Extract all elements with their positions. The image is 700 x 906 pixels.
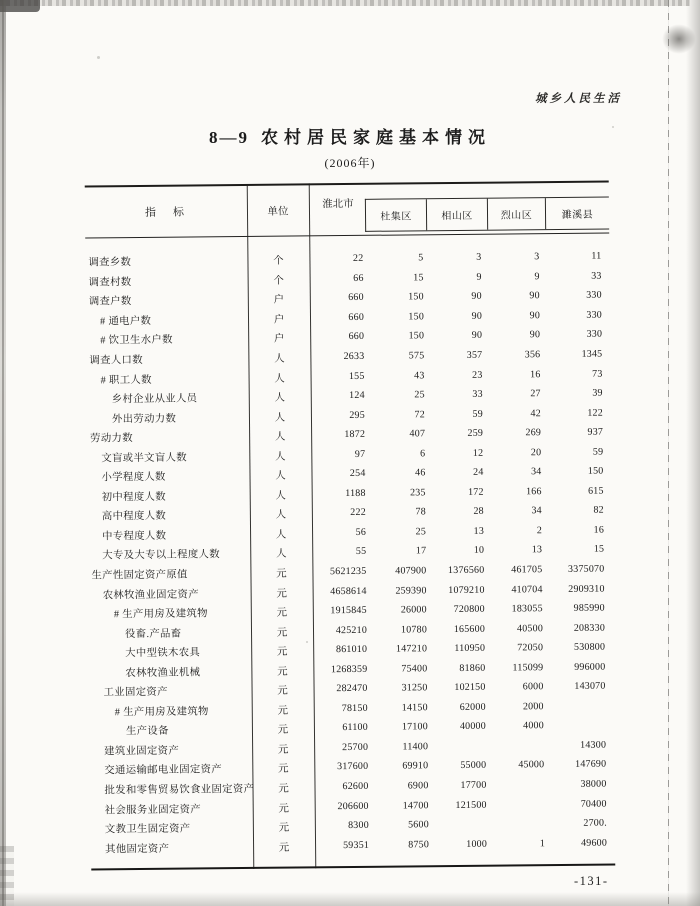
value-xiangshanqu: 110950 <box>454 642 486 655</box>
row-indicator-label: 初中程度人数 <box>101 491 166 504</box>
chapter-header: 城乡人民生活 <box>535 93 622 105</box>
row-indicator-label: 其他固定资产 <box>105 843 170 856</box>
value-lieshanqu: 1 <box>539 837 546 849</box>
value-dujiqu: 14150 <box>401 702 428 714</box>
value-xiangshanqu: 24 <box>473 466 484 479</box>
value-dujiqu: 8750 <box>408 838 430 851</box>
value-dujiqu: 10780 <box>400 623 428 636</box>
value-lieshanqu: 9 <box>534 270 540 283</box>
scan-corner-mark <box>0 0 40 12</box>
value-huaibei-city: 660 <box>348 311 365 323</box>
value-dujiqu: 150 <box>408 311 425 323</box>
value-dujiqu: 17100 <box>401 721 428 733</box>
value-dujiqu: 6900 <box>407 780 429 792</box>
value-dujiqu: 147210 <box>395 643 428 655</box>
value-lieshanqu: 20 <box>530 446 542 458</box>
value-xiangshanqu: 3 <box>476 251 482 264</box>
table-number: 8—9 <box>209 128 249 147</box>
value-huaibei-city: 124 <box>349 389 365 402</box>
value-dujiqu: 17 <box>415 545 427 557</box>
value-xiangshanqu: 33 <box>472 388 483 400</box>
value-suixixian: 530800 <box>573 641 606 654</box>
value-xiangshanqu: 172 <box>468 486 484 498</box>
header-unit: 单位 <box>267 206 289 218</box>
value-huaibei-city: 222 <box>350 507 366 519</box>
table-header <box>85 181 609 239</box>
value-dujiqu: 75400 <box>401 663 428 675</box>
value-lieshanqu: 40500 <box>516 622 544 635</box>
value-dujiqu: 26000 <box>400 604 427 616</box>
value-huaibei-city: 1268359 <box>330 663 368 675</box>
value-suixixian: 330 <box>586 309 603 321</box>
row-unit: 元 <box>278 822 290 834</box>
value-dujiqu: 259390 <box>395 584 427 597</box>
value-dujiqu: 5 <box>418 252 424 264</box>
value-suixixian <box>546 706 614 707</box>
value-xiangshanqu: 1000 <box>466 838 488 850</box>
row-unit: 户 <box>273 294 285 307</box>
value-xiangshanqu: 13 <box>473 525 485 537</box>
row-unit: 人 <box>276 549 287 561</box>
row-indicator-label: 社会服务业固定资产 <box>104 804 201 816</box>
row-indicator-label: # 生产用房及建筑物 <box>113 608 208 621</box>
value-lieshanqu: 410704 <box>511 583 543 596</box>
value-huaibei-city: 1872 <box>344 429 366 441</box>
row-indicator-label: 批发和零售贸易饮食业固定资产 <box>104 783 255 797</box>
scan-binding-line <box>668 0 669 906</box>
value-xiangshanqu: 23 <box>472 369 483 381</box>
scan-speck <box>97 56 100 59</box>
value-huaibei-city: 55 <box>355 546 367 558</box>
row-unit: 元 <box>276 607 288 619</box>
value-dujiqu: 150 <box>408 291 424 303</box>
value-lieshanqu <box>490 804 547 805</box>
value-lieshanqu: 90 <box>529 310 541 322</box>
value-xiangshanqu: 17700 <box>460 779 487 791</box>
row-unit: 人 <box>274 373 285 385</box>
row-unit: 元 <box>278 803 289 815</box>
row-unit: 元 <box>277 724 289 737</box>
value-lieshanqu: 34 <box>531 466 542 478</box>
value-suixixian: 49600 <box>581 837 608 849</box>
value-lieshanqu: 3 <box>534 251 540 263</box>
row-unit: 人 <box>274 353 285 365</box>
row-indicator-label: 调查乡数 <box>88 257 132 269</box>
value-dujiqu: 150 <box>408 330 425 342</box>
value-xiangshanqu: 28 <box>473 506 484 518</box>
header-district-suixixian: 濉溪县 <box>545 198 609 230</box>
value-xiangshanqu: 1079210 <box>448 584 485 596</box>
value-xiangshanqu: 12 <box>472 447 484 459</box>
row-unit: 元 <box>278 783 289 795</box>
value-dujiqu: 72 <box>414 408 425 421</box>
title-block <box>88 123 612 171</box>
value-suixixian: 2909310 <box>568 583 605 595</box>
value-lieshanqu <box>490 824 547 825</box>
value-dujiqu: 25 <box>414 389 425 401</box>
value-suixixian: 15 <box>593 544 605 556</box>
row-unit: 元 <box>277 705 289 717</box>
value-xiangshanqu: 62000 <box>459 701 486 713</box>
value-lieshanqu: 6000 <box>522 681 544 693</box>
value-lieshanqu: 183055 <box>511 603 543 615</box>
row-unit: 人 <box>274 412 286 424</box>
row-unit: 元 <box>277 666 288 678</box>
row-indicator-label: # 饮卫生水户数 <box>100 335 173 347</box>
row-unit: 元 <box>276 627 288 639</box>
value-xiangshanqu: 259 <box>467 427 484 440</box>
row-indicator-label: 文教卫生固定资产 <box>104 823 191 836</box>
value-dujiqu: 15 <box>413 272 424 284</box>
row-indicator-label: 役畜.产品畜 <box>124 628 182 640</box>
value-lieshanqu: 34 <box>531 505 542 517</box>
value-lieshanqu: 115099 <box>512 661 544 674</box>
title-year: (2006年) <box>324 156 376 170</box>
value-xiangshanqu: 10 <box>473 545 485 557</box>
value-lieshanqu: 90 <box>529 290 540 302</box>
value-huaibei-city: 2633 <box>343 350 365 363</box>
value-suixixian: 143070 <box>574 680 606 693</box>
value-xiangshanqu: 90 <box>471 330 483 342</box>
value-suixixian: 82 <box>593 504 604 517</box>
page-title <box>88 123 612 148</box>
value-xiangshanqu: 9 <box>476 271 482 283</box>
scan-ink-blotch <box>662 24 696 54</box>
row-indicator-label: # 通电户数 <box>99 315 152 328</box>
value-suixixian: 11 <box>591 250 602 262</box>
row-unit: 人 <box>274 392 286 404</box>
value-suixixian <box>546 725 614 726</box>
row-unit: 人 <box>275 490 286 502</box>
row-indicator-label: 大专及大专以上程度人数 <box>102 549 220 562</box>
value-lieshanqu <box>489 746 546 747</box>
header-district-lieshanqu: 烈山区 <box>487 198 545 230</box>
row-unit: 元 <box>276 646 288 658</box>
value-xiangshanqu: 55000 <box>460 760 487 772</box>
row-unit: 个 <box>273 275 284 287</box>
row-indicator-label: 大中型铁木农具 <box>125 647 201 660</box>
value-suixixian: 937 <box>587 426 604 438</box>
value-suixixian: 2700. <box>583 817 607 829</box>
header-district-dujiqu: 杜集区 <box>380 211 412 223</box>
value-huaibei-city: 282470 <box>336 683 368 695</box>
value-dujiqu: 69910 <box>402 760 429 772</box>
value-huaibei-city: 62600 <box>342 780 369 793</box>
value-huaibei-city: 25700 <box>342 741 369 754</box>
row-indicator-label: 调查户数 <box>88 296 132 308</box>
value-xiangshanqu: 357 <box>466 349 483 361</box>
value-suixixian: 59 <box>592 446 604 458</box>
value-huaibei-city: 295 <box>349 409 365 421</box>
value-dujiqu: 5600 <box>408 819 429 831</box>
value-xiangshanqu: 59 <box>472 408 483 420</box>
value-huaibei-city: 317600 <box>337 761 369 773</box>
value-dujiqu: 575 <box>408 350 425 362</box>
value-xiangshanqu <box>430 746 489 747</box>
value-xiangshanqu: 121500 <box>455 799 487 811</box>
value-suixixian: 208330 <box>573 622 606 634</box>
row-indicator-label: 生产设备 <box>125 726 169 738</box>
row-unit: 户 <box>273 314 285 326</box>
page-number: -131- <box>574 874 609 888</box>
value-lieshanqu: 16 <box>530 368 541 380</box>
value-dujiqu: 31250 <box>401 682 428 694</box>
row-indicator-label: # 职工人数 <box>100 374 152 386</box>
header-indicator: 指 标 <box>144 206 188 219</box>
value-xiangshanqu: 81860 <box>459 662 486 674</box>
value-dujiqu: 46 <box>415 467 426 479</box>
value-xiangshanqu: 1376560 <box>447 564 485 577</box>
value-suixixian: 39 <box>592 387 603 399</box>
value-huaibei-city: 56 <box>355 526 367 538</box>
value-huaibei-city: 660 <box>348 292 364 304</box>
value-huaibei-city: 861010 <box>335 644 368 656</box>
row-unit: 人 <box>275 451 286 463</box>
row-indicator-label: 中专程度人数 <box>102 530 167 543</box>
value-lieshanqu: 356 <box>524 349 541 361</box>
value-lieshanqu: 2000 <box>522 700 544 713</box>
row-indicator-label: 生产性固定资产原值 <box>91 569 188 582</box>
row-indicator-label: 调查人口数 <box>89 354 143 367</box>
value-huaibei-city: 5621235 <box>329 565 367 578</box>
value-dujiqu: 14700 <box>402 799 429 812</box>
value-lieshanqu: 13 <box>531 544 543 556</box>
row-unit: 人 <box>274 431 286 443</box>
value-suixixian: 150 <box>587 465 604 477</box>
value-lieshanqu: 166 <box>526 485 542 498</box>
table-body <box>85 230 615 870</box>
row-unit: 元 <box>278 842 290 854</box>
value-lieshanqu: 461705 <box>511 564 543 576</box>
scan-edge-top <box>0 0 690 6</box>
row-indicator-label: 工业固定资产 <box>103 687 168 699</box>
value-huaibei-city: 155 <box>348 370 365 382</box>
value-dujiqu: 235 <box>410 487 426 499</box>
value-dujiqu: 43 <box>414 369 425 381</box>
row-indicator-label: 劳动力数 <box>90 433 133 445</box>
value-dujiqu: 407 <box>409 428 426 440</box>
value-huaibei-city: 425210 <box>335 624 368 636</box>
value-xiangshanqu: 90 <box>471 310 483 322</box>
row-indicator-label: 乡村企业从业人员 <box>111 393 198 406</box>
table-title-text: 农村居民家庭基本情况 <box>261 128 491 147</box>
value-lieshanqu: 27 <box>530 388 541 400</box>
row-indicator-label: 外出劳动力数 <box>111 413 177 425</box>
value-suixixian: 985990 <box>573 602 605 614</box>
value-huaibei-city: 1915845 <box>330 604 367 617</box>
value-suixixian: 330 <box>586 329 603 341</box>
row-indicator-label: 建筑业固定资产 <box>104 745 180 758</box>
value-suixixian: 330 <box>586 289 602 302</box>
header-district-box <box>365 197 609 232</box>
row-unit: 个 <box>273 255 284 267</box>
value-suixixian: 14300 <box>580 739 607 751</box>
value-huaibei-city: 59351 <box>343 839 370 851</box>
value-suixixian: 122 <box>587 407 603 419</box>
value-lieshanqu <box>489 785 546 786</box>
value-lieshanqu: 72050 <box>517 642 544 654</box>
row-unit: 元 <box>277 685 288 698</box>
row-indicator-label: 小学程度人数 <box>101 472 166 484</box>
row-unit: 元 <box>278 764 289 776</box>
row-unit: 人 <box>275 509 287 522</box>
scan-edge-right <box>686 0 700 906</box>
scan-speck <box>612 126 614 128</box>
row-indicator-label: 交通运输邮电业固定资产 <box>104 764 223 777</box>
value-suixixian: 73 <box>592 368 603 380</box>
header-district-xiangshanqu: 相山区 <box>426 199 487 231</box>
row-unit: 元 <box>277 744 289 756</box>
value-dujiqu: 25 <box>415 526 427 538</box>
table-row <box>91 833 615 858</box>
value-lieshanqu: 2 <box>536 525 543 537</box>
value-huaibei-city: 254 <box>349 468 366 480</box>
value-lieshanqu: 45000 <box>518 759 545 771</box>
row-unit: 人 <box>275 529 287 541</box>
value-huaibei-city: 206600 <box>337 800 369 812</box>
value-suixixian: 996000 <box>574 661 606 673</box>
header-city: 淮北市 <box>322 198 354 210</box>
value-xiangshanqu: 90 <box>471 291 482 303</box>
value-suixixian: 1345 <box>581 348 603 360</box>
value-xiangshanqu: 720800 <box>453 603 485 616</box>
value-huaibei-city: 1188 <box>345 487 366 499</box>
value-suixixian: 70400 <box>580 798 607 810</box>
row-unit: 人 <box>275 470 286 482</box>
value-dujiqu: 6 <box>420 448 426 460</box>
value-xiangshanqu: 40000 <box>459 721 486 733</box>
row-unit: 元 <box>276 568 287 580</box>
row-indicator-label: # 生产用房及建筑物 <box>114 706 209 719</box>
value-dujiqu: 407900 <box>395 565 427 577</box>
value-xiangshanqu: 102150 <box>454 682 486 694</box>
row-indicator-label: 农林牧渔业机械 <box>125 667 201 679</box>
value-suixixian: 33 <box>591 270 602 282</box>
value-huaibei-city: 61100 <box>342 722 368 734</box>
scan-smudge-bottom-left <box>0 846 14 906</box>
scan-edge-bottom <box>0 892 700 906</box>
value-suixixian: 615 <box>588 485 604 497</box>
row-indicator-label: 农林牧渔业固定资产 <box>102 589 199 601</box>
value-xiangshanqu <box>431 824 490 825</box>
value-dujiqu: 78 <box>415 506 426 518</box>
value-suixixian: 3375070 <box>567 563 605 575</box>
value-suixixian: 38000 <box>580 778 607 790</box>
value-lieshanqu: 4000 <box>523 720 544 732</box>
statistics-table <box>85 181 616 871</box>
value-huaibei-city: 22 <box>352 253 364 265</box>
value-huaibei-city: 660 <box>348 331 365 343</box>
row-unit: 户 <box>273 334 285 346</box>
value-suixixian: 16 <box>593 524 605 536</box>
row-indicator-label: 调查村数 <box>88 276 132 289</box>
scan-left-line <box>2 0 4 906</box>
row-unit: 元 <box>276 588 287 600</box>
value-huaibei-city: 97 <box>354 448 366 460</box>
row-indicator-label: 文盲或半文盲人数 <box>101 452 187 465</box>
value-lieshanqu: 42 <box>530 407 541 419</box>
value-suixixian: 147690 <box>575 759 607 771</box>
value-lieshanqu: 90 <box>529 329 541 341</box>
value-huaibei-city: 4658614 <box>330 585 367 597</box>
value-huaibei-city: 8300 <box>348 819 369 832</box>
value-lieshanqu: 269 <box>525 427 542 439</box>
value-xiangshanqu: 165600 <box>453 623 486 635</box>
row-indicator-label: 高中程度人数 <box>101 511 167 523</box>
value-huaibei-city: 66 <box>353 272 364 284</box>
value-dujiqu: 11400 <box>402 741 429 753</box>
value-huaibei-city: 78150 <box>341 702 368 714</box>
